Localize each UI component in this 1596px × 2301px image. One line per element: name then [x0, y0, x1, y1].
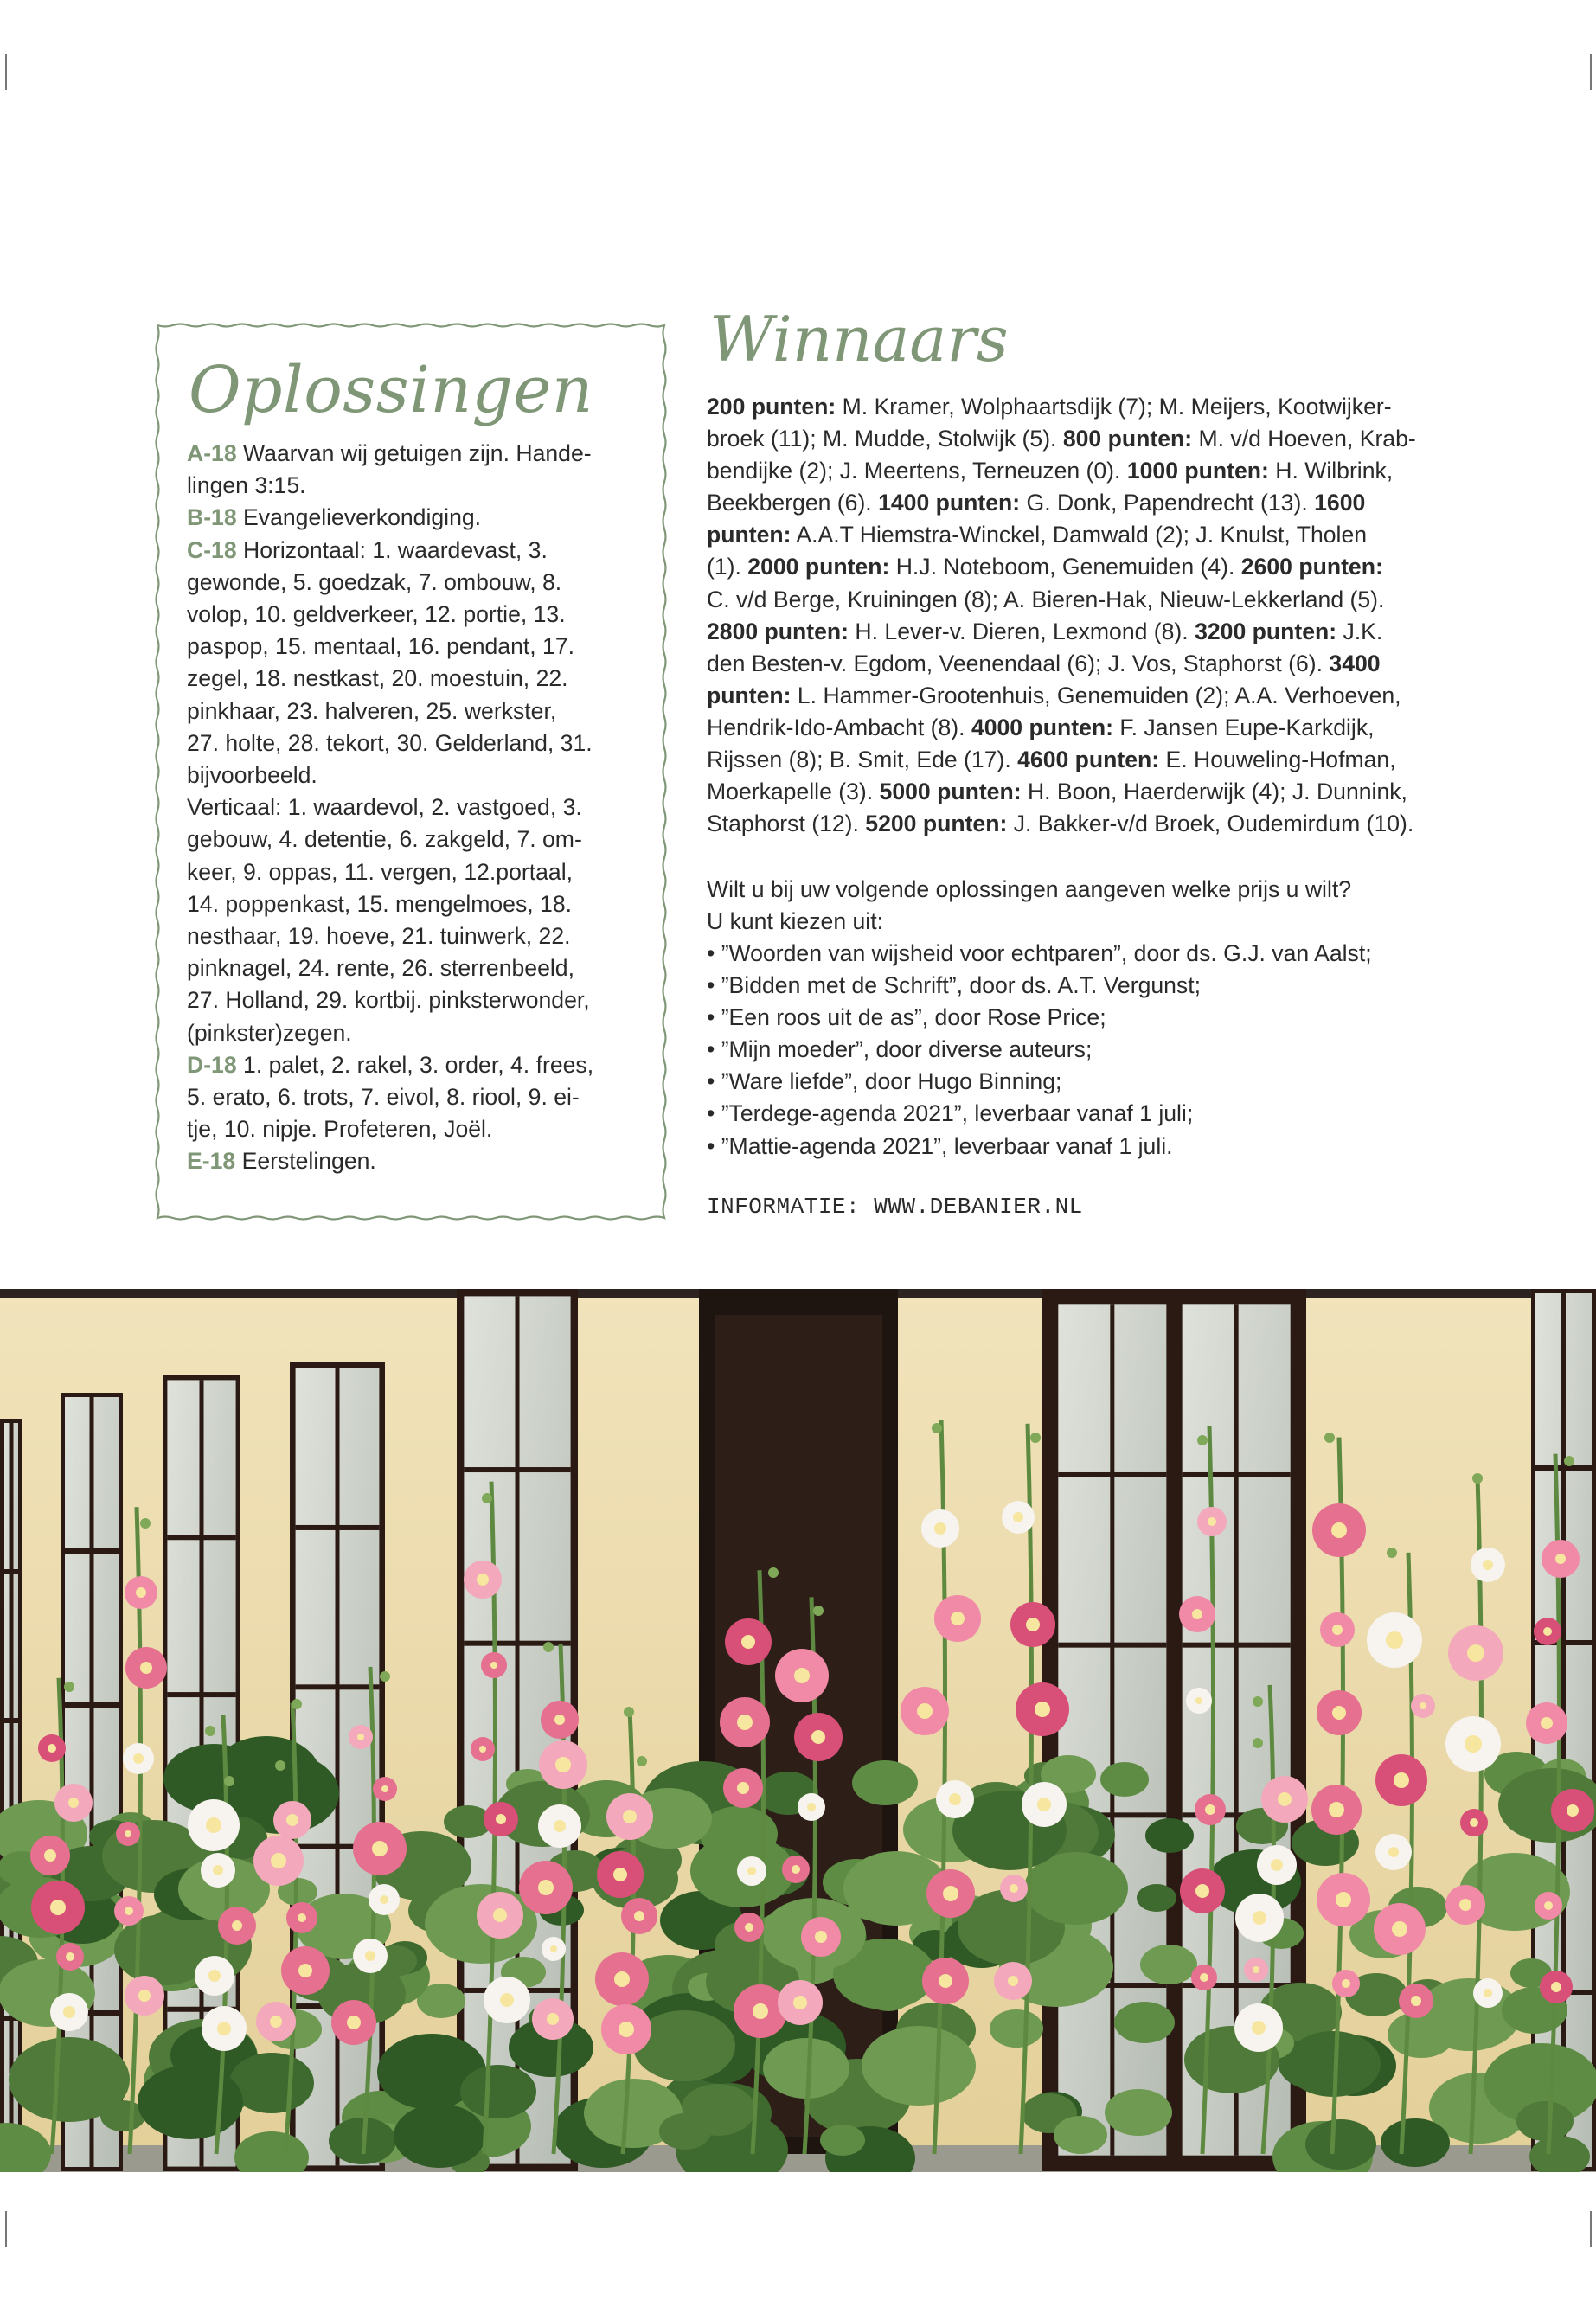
flower-center [1483, 1560, 1493, 1570]
flower-center [477, 1574, 489, 1586]
solution-line [187, 438, 637, 470]
solution-text: paspop, 15. mentaal, 16. pendant, 17. [187, 633, 575, 660]
flower-bud [482, 1493, 492, 1503]
winner-names: E. Houweling-Hofman, [1159, 747, 1396, 773]
flower-bud [768, 1567, 779, 1578]
solution-text: 14. poppenkast, 15. mengelmoes, 18. [187, 890, 573, 917]
flower-bud [1253, 1696, 1263, 1707]
solution-text: 5. erato, 6. trots, 7. eivol, 8. riool, 9. ei- [187, 1084, 580, 1111]
winner-names: C. v/d Berge, Kruiningen (8); A. Bieren-Hak, Nieuw-Lekkerland (5). [707, 586, 1385, 612]
flower-center [619, 2022, 634, 2037]
leaf [1054, 2116, 1107, 2154]
window-mullion [336, 1368, 340, 2166]
winners-line [707, 391, 1485, 423]
leaf [1114, 2002, 1175, 2043]
flower-center [550, 1945, 557, 1952]
winner-names: J.K. [1336, 618, 1383, 644]
solution-text: lingen 3:15. [187, 472, 306, 499]
solution-label: D-18 [187, 1051, 237, 1078]
flower-center [554, 1820, 566, 1832]
flower-center [1008, 1976, 1018, 1986]
points-label: punten: [707, 682, 792, 708]
solution-text: pinkhaar, 23. halveren, 25. werkster, [187, 697, 557, 724]
flower-center [1013, 1512, 1023, 1522]
flower-center [1459, 1899, 1471, 1911]
flower-bud [380, 1671, 390, 1682]
flower-center [381, 1785, 388, 1792]
flower-center [1465, 1735, 1482, 1753]
flower-bud [813, 1606, 824, 1616]
prize-item: • ”Ware liefde”, door Hugo Binning; [707, 1068, 1062, 1095]
flower-center [66, 1952, 74, 1961]
flower-center [943, 1886, 958, 1901]
points-label: punten: [707, 522, 792, 548]
winners-line [707, 519, 1485, 551]
flower-bud [64, 1682, 74, 1692]
flower-bud [140, 1518, 151, 1529]
solution-label: C-18 [187, 536, 237, 563]
flower-bud [1197, 1435, 1208, 1445]
prize-item: • ”Bidden met de Schrift”, door ds. A.T. Vergunst; [707, 972, 1202, 999]
solution-text: keer, 9. oppas, 11. vergen, 12.portaal, [187, 858, 573, 885]
solution-line [187, 1145, 637, 1177]
winners-line [707, 712, 1485, 744]
flower-center [208, 1970, 221, 1982]
flower-bud [224, 1776, 234, 1786]
points-label: 3400 [1329, 650, 1381, 676]
winner-names: G. Donk, Papendrecht (13). [1020, 490, 1315, 516]
points-label: 1600 [1314, 490, 1366, 516]
solution-text: tje, 10. nipje. Profeteren, Joël. [187, 1116, 493, 1143]
points-label: 5000 punten: [879, 779, 1022, 805]
solution-text: 1. palet, 2. rakel, 3. order, 4. frees, [236, 1051, 594, 1078]
solution-line [187, 952, 637, 984]
flower-center [1411, 1996, 1421, 2006]
winner-names: Moerkapelle (3). [707, 779, 880, 805]
flower-center [951, 1612, 965, 1625]
solution-label: E-18 [187, 1148, 236, 1175]
leaf [1140, 1945, 1197, 1984]
flower-center [206, 1817, 221, 1833]
winners-title: Winnaars [709, 303, 1009, 375]
flower-center [1420, 1702, 1426, 1709]
flower-center [737, 1715, 753, 1730]
solution-line [187, 824, 637, 856]
flower-center [747, 1867, 756, 1875]
flower-center [1551, 1982, 1561, 1992]
winner-names: F. Jansen Eupe-Karkdijk, [1112, 714, 1375, 740]
winners-line [707, 584, 1485, 616]
solution-line [187, 984, 637, 1016]
prize-item: • ”Mijn moeder”, door diverse auteurs; [707, 1036, 1093, 1063]
flower-center [496, 1814, 506, 1824]
solution-text: Evangelieverkondiging. [236, 504, 482, 531]
prize-item: • ”Terdege-agenda 2021”, leverbaar vanaf 1 juli; [707, 1100, 1194, 1127]
points-label: 1000 punten: [1126, 458, 1269, 484]
solutions-title: Oplossingen [189, 353, 593, 427]
flower-center [1329, 1802, 1344, 1817]
flower-center [1331, 1522, 1347, 1538]
solution-text: pinknagel, 24. rente, 26. sterrenbeeld, [187, 955, 574, 982]
solution-line [187, 631, 637, 663]
leaf [659, 2113, 711, 2150]
points-label: 5200 punten: [865, 811, 1008, 837]
crop-mark-top-left [5, 54, 7, 90]
flower-center [1332, 1706, 1346, 1720]
flower-center [614, 1971, 630, 1987]
flower-center [365, 1951, 375, 1961]
leaf [990, 2009, 1043, 2048]
flower-center [1484, 1989, 1492, 1997]
flower-center [1386, 1631, 1403, 1649]
flower-bud [1472, 1473, 1483, 1484]
winner-names: M. v/d Hoeven, Krab- [1192, 426, 1416, 452]
flower-center [555, 1757, 571, 1772]
solution-line [187, 1017, 637, 1049]
solution-text: Eerstelingen. [235, 1148, 376, 1175]
flower-center [232, 1920, 242, 1931]
solution-text: Horizontaal: 1. waardevast, 3. [236, 536, 548, 563]
flower-center [1253, 1911, 1266, 1925]
points-label: 4000 punten: [971, 714, 1113, 740]
flower-center [554, 1715, 565, 1725]
flower-center [792, 1865, 800, 1874]
winners-line [707, 423, 1485, 455]
flower-center [1388, 1847, 1399, 1857]
flower-center [753, 2003, 768, 2019]
flower-center [1336, 1892, 1351, 1907]
flower-center [745, 1923, 753, 1932]
solution-line [187, 695, 637, 727]
solution-line [187, 888, 637, 920]
flower-center [138, 1990, 151, 2002]
flower-center [1567, 1804, 1579, 1817]
winners-line [707, 648, 1485, 680]
flower-center [1200, 1973, 1208, 1982]
solutions-box [154, 322, 668, 1221]
flower-center [1392, 1921, 1407, 1937]
flower-center [50, 1900, 66, 1915]
flower-center [380, 1895, 388, 1904]
leaf [1388, 2011, 1455, 2058]
hollyhock-house-photo [0, 1289, 1596, 2172]
flower-center [125, 1907, 133, 1915]
winners-line [707, 487, 1485, 519]
solution-text: zegel, 18. nestkast, 20. moestuin, 22. [187, 665, 568, 692]
flower-center [357, 1734, 364, 1740]
flower-center [298, 1913, 306, 1922]
flower-center [613, 1868, 627, 1881]
leaf [1381, 2118, 1450, 2167]
leaf [1516, 2101, 1574, 2141]
leaf [138, 2065, 243, 2139]
flower-center [737, 1782, 749, 1794]
flower-center [125, 1830, 131, 1837]
flower-center [1541, 1717, 1553, 1729]
winners-line [707, 776, 1485, 808]
flower-center [1037, 1798, 1051, 1811]
flower-center [934, 1522, 946, 1535]
leaf [1100, 1762, 1149, 1797]
flower-center [811, 1730, 825, 1744]
flower-center [1026, 1618, 1040, 1631]
flower-center [1195, 1884, 1209, 1898]
prize-item: • ”Woorden van wijsheid voor echtparen”, door ds. G.J. van Aalst; [707, 940, 1372, 966]
solution-line [187, 760, 637, 792]
solution-line [187, 535, 637, 567]
solution-text: 27. holte, 28. tekort, 30. Gelderland, 31. [187, 729, 593, 756]
winner-names: J. Bakker-v/d Broek, Oudemirdum (10). [1007, 811, 1414, 837]
flower-center [807, 1803, 816, 1811]
points-label: 3200 punten: [1195, 618, 1337, 644]
flower-center [271, 1853, 286, 1868]
solutions-text [187, 438, 637, 1178]
winner-names: Hendrik-Ido-Ambacht (8). [707, 714, 971, 740]
solution-line [187, 663, 637, 695]
flower-center [794, 1668, 810, 1683]
flower-center [815, 1931, 827, 1943]
winner-names: M. Kramer, Wolphaartsdijk (7); M. Meijers, Kootwijker- [836, 394, 1392, 420]
winner-names: Beekbergen (6). [707, 490, 879, 516]
winners-line [707, 551, 1485, 583]
leaf [1145, 1818, 1194, 1853]
flower-center [939, 1974, 952, 1988]
flower-center [1278, 1792, 1292, 1806]
prize-question [707, 874, 1351, 938]
flower-center [140, 1662, 152, 1674]
flower-center [1252, 2021, 1266, 2035]
flower-center [1010, 1884, 1018, 1893]
prize-list [707, 938, 1372, 1163]
winner-names: H. Lever-v. Dieren, Lexmond (8). [849, 618, 1195, 644]
crop-mark-top-right [1590, 54, 1592, 90]
winners-line [707, 616, 1485, 648]
solution-line [187, 792, 637, 824]
prize-item: • ”Mattie-agenda 2021”, leverbaar vanaf 1 juli. [707, 1132, 1173, 1159]
winners-line [707, 680, 1485, 712]
solution-text: bijvoorbeeld. [187, 762, 317, 789]
flower-bud [637, 1756, 647, 1766]
winners-line [707, 808, 1485, 840]
flower-center [133, 1753, 144, 1764]
solution-line [187, 920, 637, 952]
winners-list [707, 391, 1485, 840]
flower-center [270, 2016, 282, 2028]
flower-center [1544, 1901, 1553, 1910]
flower-center [479, 1746, 486, 1753]
flower-bud [1564, 1456, 1574, 1466]
flower-bud [624, 1707, 634, 1717]
solution-line [187, 1081, 637, 1113]
leaf [9, 2037, 130, 2122]
flower-center [1394, 1772, 1409, 1788]
flower-center [298, 1964, 312, 1977]
flower-center [1035, 1702, 1050, 1717]
flower-bud [1324, 1433, 1335, 1443]
solution-line [187, 727, 637, 760]
flower-center [493, 1908, 507, 1922]
prize-question-text: Wilt u bij uw volgende oplossingen aangeven welke prijs u wilt? [707, 876, 1352, 902]
winner-names: (1). [707, 554, 748, 580]
points-label: 800 punten: [1062, 426, 1193, 452]
flower-center [1342, 1979, 1350, 1988]
flower-bud [275, 1760, 285, 1771]
solution-text: nesthaar, 19. hoeve, 21. tuinwerk, 22. [187, 923, 571, 950]
leaf [862, 2026, 976, 2106]
flower-center [623, 1810, 637, 1823]
flower-center [372, 1841, 388, 1856]
flower-bud [932, 1423, 942, 1433]
crop-mark-bottom-left [5, 2211, 7, 2247]
flower-center [1555, 1554, 1566, 1564]
solution-text: gebouw, 4. detentie, 6. zakgeld, 7. om- [187, 826, 582, 853]
flower-center [1271, 1859, 1283, 1871]
flower-center [547, 2013, 559, 2025]
winner-names: A.A.T Hiemstra-Winckel, Damwald (2); J. Knulst, Tholen [791, 522, 1368, 548]
flower-center [949, 1793, 961, 1805]
info-link[interactable]: INFORMATIE: WWW.DEBANIER.NL [707, 1194, 1083, 1220]
solution-text: gewonde, 5. goedzak, 7. ombouw, 8. [187, 568, 562, 595]
flower-center [286, 1814, 298, 1826]
leaf [1305, 2119, 1376, 2170]
solution-text: Verticaal: 1. waardevol, 2. vastgoed, 3. [187, 794, 582, 821]
winner-names: H. Wilbrink, [1268, 458, 1394, 484]
solution-line [187, 470, 637, 502]
winner-names: L. Hammer-Grootenhuis, Genemuiden (2); A.A. Verhoeven, [791, 682, 1401, 708]
photo-illustration [0, 1289, 1596, 2172]
flower-center [213, 1865, 223, 1875]
points-label: 200 punten: [707, 394, 836, 420]
flower-center [500, 1993, 514, 2007]
flower-center [63, 2006, 75, 2018]
points-label: 2800 punten: [707, 618, 849, 644]
leaf [1137, 1884, 1176, 1912]
flower-bud [543, 1642, 554, 1652]
flower-center [1192, 1609, 1202, 1619]
winner-names: Staphorst (12). [707, 811, 866, 837]
winner-names: H.J. Noteboom, Genemuiden (4). [889, 554, 1241, 580]
solution-line [187, 1113, 637, 1145]
points-label: 1400 punten: [878, 490, 1021, 516]
winner-names: bendijke (2); J. Meertens, Terneuzen (0). [707, 458, 1127, 484]
flower-center [917, 1703, 933, 1719]
flower-center [1467, 1644, 1484, 1662]
flower-center [1208, 1517, 1216, 1526]
flower-center [347, 2016, 361, 2029]
flower-bud [1387, 1548, 1397, 1558]
solution-label: B-18 [187, 504, 237, 531]
flower-center [490, 1662, 497, 1669]
prize-intro-text: U kunt kiezen uit: [707, 908, 883, 935]
flower-bud [205, 1726, 215, 1736]
points-label: 2600 punten: [1240, 554, 1383, 580]
window-mullion [1110, 1304, 1114, 2155]
flower-bud [1253, 1738, 1263, 1748]
flower-center [136, 1587, 146, 1598]
solution-text: 27. Holland, 29. kortbij. pinksterwonder, [187, 987, 590, 1014]
window-mullion [10, 1423, 14, 2167]
winners-line [707, 455, 1485, 487]
leaf [1105, 2089, 1172, 2136]
solution-line [187, 599, 637, 631]
solution-line [187, 567, 637, 599]
flower-bud [1030, 1433, 1041, 1443]
winner-names: broek (11); M. Mudde, Stolwijk (5). [707, 426, 1063, 452]
winner-names: Rijssen (8); B. Smit, Ede (17). [707, 747, 1018, 773]
flower-center [68, 1798, 79, 1808]
flower-center [48, 1744, 56, 1753]
winner-names: den Besten-v. Egdom, Veenendaal (6); J. Vos, Staphorst (6). [707, 650, 1330, 676]
flower-bud [292, 1699, 302, 1709]
solution-text: (pinkster)zegen. [187, 1019, 352, 1046]
solution-label: A-18 [187, 440, 237, 466]
flower-center [1332, 1625, 1343, 1635]
flower-center [1205, 1804, 1215, 1815]
leaf [460, 2065, 536, 2118]
prize-item: • ”Een roos uit de as”, door Rose Price; [707, 1004, 1106, 1031]
flower-center [217, 2022, 231, 2035]
solution-text: volop, 10. geldverkeer, 12. portie, 13. [187, 601, 566, 628]
points-label: 2000 punten: [747, 554, 890, 580]
flower-center [793, 1996, 807, 2009]
flower-center [44, 1849, 56, 1862]
flower-center [1195, 1697, 1202, 1704]
solution-line [187, 856, 637, 888]
solution-line [187, 1049, 637, 1081]
flower-center [538, 1880, 554, 1895]
flower-center [741, 1635, 755, 1649]
flower-center [1253, 1966, 1259, 1973]
flower-center [634, 1911, 644, 1921]
leaf [852, 1760, 918, 1805]
flower-center [1470, 1818, 1478, 1827]
leaf [820, 2125, 865, 2156]
flower-center [1543, 1627, 1552, 1636]
solution-line [187, 502, 637, 534]
crop-mark-bottom-right [1590, 2211, 1592, 2247]
points-label: 4600 punten: [1017, 747, 1160, 773]
leaf [394, 2104, 485, 2168]
winners-line [707, 744, 1485, 776]
solution-text: Waarvan wij getuigen zijn. Hande- [236, 440, 592, 466]
winner-names: H. Boon, Haerderwijk (4); J. Dunnink, [1021, 779, 1407, 805]
